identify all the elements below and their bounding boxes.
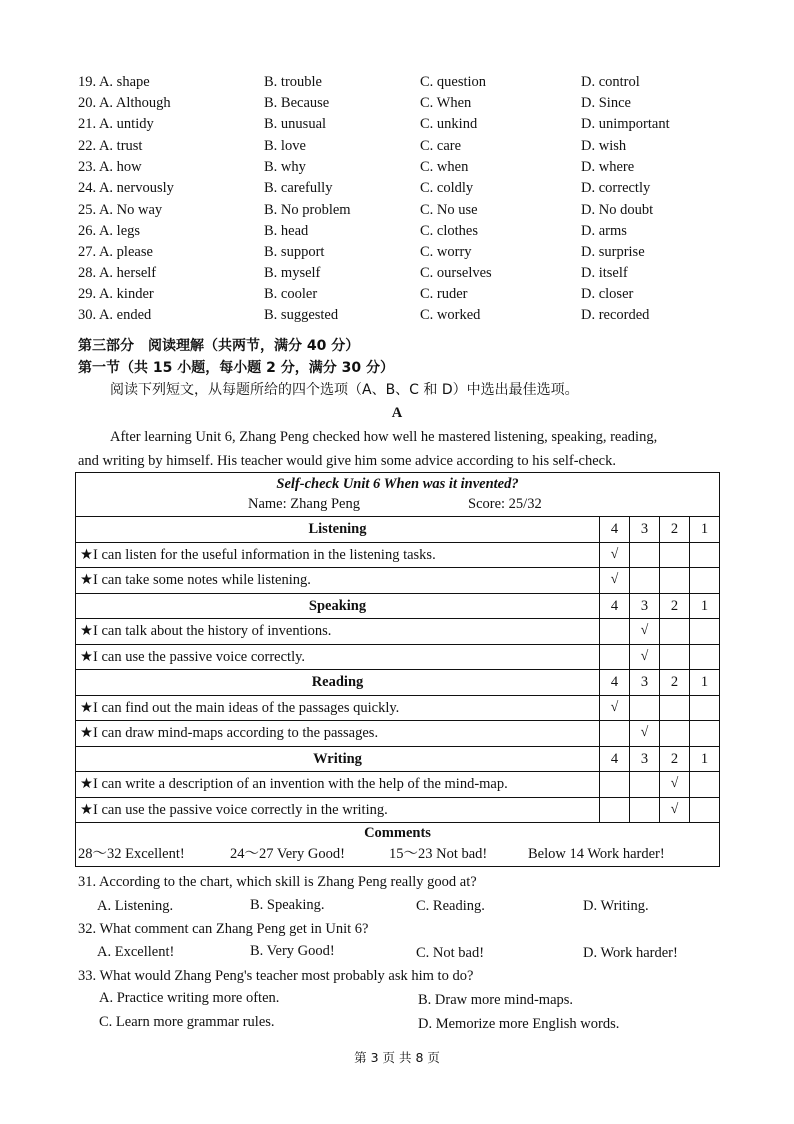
option-d: D. closer xyxy=(581,286,634,302)
scale-1: 1 xyxy=(690,593,720,619)
item-text: ★I can take some notes while listening. xyxy=(76,568,600,594)
check-cell xyxy=(690,772,720,798)
question-31-option-b: B. Speaking. xyxy=(250,897,325,913)
option-b: B. carefully xyxy=(264,180,333,196)
option-b: B. cooler xyxy=(264,286,318,302)
question-number: 23. xyxy=(78,159,97,175)
option-a: A. untidy xyxy=(98,116,154,132)
scale-4: 4 xyxy=(600,746,630,772)
item-row xyxy=(76,695,720,721)
section-row-speaking xyxy=(76,593,720,619)
option-c: C. No use xyxy=(420,202,478,218)
option-a: A. trust xyxy=(98,138,143,154)
question-number: 25. xyxy=(78,202,97,218)
question-32-option-b: B. Very Good! xyxy=(250,943,335,959)
option-c: C. ourselves xyxy=(420,265,492,281)
intro-line-2: and writing by himself. His teacher would give him some advice according to his self-check. xyxy=(78,453,616,469)
option-a: A. ended xyxy=(98,307,152,323)
check-cell xyxy=(690,542,720,568)
item-text: ★I can talk about the history of inventions. xyxy=(76,619,600,645)
check-cell xyxy=(630,797,660,823)
check-cell xyxy=(690,797,720,823)
scale-1: 1 xyxy=(690,746,720,772)
check-cell xyxy=(660,619,690,645)
check-cell xyxy=(660,721,690,747)
scale-2: 2 xyxy=(660,670,690,696)
question-number: 19. xyxy=(78,74,97,90)
check-cell xyxy=(660,695,690,721)
option-a: A. No way xyxy=(98,202,163,218)
question-number: 24. xyxy=(78,180,97,196)
scale-3: 3 xyxy=(630,746,660,772)
check-cell xyxy=(630,695,660,721)
option-d: D. surprise xyxy=(581,244,645,260)
section-name: Writing xyxy=(76,746,600,772)
question-number: 29. xyxy=(78,286,97,302)
check-cell xyxy=(600,797,630,823)
check-cell xyxy=(690,568,720,594)
section1-heading: 第一节（共 15 小题，每小题 2 分，满分 30 分） xyxy=(78,360,394,376)
option-d: D. No doubt xyxy=(581,202,654,218)
item-text: ★I can draw mind-maps according to the passages. xyxy=(76,721,600,747)
option-c: C. clothes xyxy=(420,223,478,239)
comment-excellent: 28～32 Excellent! xyxy=(78,846,185,862)
option-d: D. where xyxy=(581,159,635,175)
comments-row xyxy=(76,823,720,867)
check-cell xyxy=(690,644,720,670)
question-number: 21. xyxy=(78,116,97,132)
option-c: C. coldly xyxy=(420,180,474,196)
question-31-option-c: C. Reading. xyxy=(416,898,485,914)
score: Score: 25/32 xyxy=(468,496,542,512)
option-b: B. Because xyxy=(264,95,330,111)
self-check-table xyxy=(75,472,720,867)
option-d: D. correctly xyxy=(581,180,651,196)
option-d: D. control xyxy=(581,74,640,90)
scale-2: 2 xyxy=(660,593,690,619)
question-number: 27. xyxy=(78,244,97,260)
question-32-option-a: A. Excellent! xyxy=(97,944,175,960)
section-name: Speaking xyxy=(76,593,600,619)
option-b: B. trouble xyxy=(264,74,322,90)
check-cell: √ xyxy=(600,695,630,721)
scale-2: 2 xyxy=(660,746,690,772)
table-header-row xyxy=(76,473,720,517)
passage-label: A xyxy=(391,405,403,421)
option-a: A. legs xyxy=(98,223,141,239)
item-row xyxy=(76,568,720,594)
option-b: B. why xyxy=(264,159,306,175)
question-31-stem: 31. According to the chart, which skill is Zhang Peng really good at? xyxy=(78,874,477,890)
item-row xyxy=(76,644,720,670)
check-cell xyxy=(600,721,630,747)
scale-4: 4 xyxy=(600,593,630,619)
option-d: D. arms xyxy=(581,223,627,239)
option-b: B. myself xyxy=(264,265,321,281)
item-text: ★I can listen for the useful information in the listening tasks. xyxy=(76,542,600,568)
item-text: ★I can use the passive voice correctly. xyxy=(76,644,600,670)
question-number: 22. xyxy=(78,138,97,154)
question-33-option-a: A. Practice writing more often. xyxy=(99,990,280,1006)
instruction: 阅读下列短文，从每题所给的四个选项（A、B、C 和 D）中选出最佳选项。 xyxy=(110,382,579,398)
question-number: 26. xyxy=(78,223,97,239)
option-d: D. wish xyxy=(581,138,627,154)
check-cell: √ xyxy=(660,772,690,798)
option-a: A. nervously xyxy=(98,180,174,196)
check-cell xyxy=(690,619,720,645)
comment-not-bad: 15～23 Not bad! xyxy=(389,846,488,862)
option-d: D. Since xyxy=(581,95,631,111)
option-b: B. love xyxy=(264,138,306,154)
option-b: B. suggested xyxy=(264,307,339,323)
section-name: Reading xyxy=(76,670,600,696)
question-33-option-b: B. Draw more mind-maps. xyxy=(418,992,574,1008)
check-cell xyxy=(690,721,720,747)
question-32-option-c: C. Not bad! xyxy=(416,945,485,961)
check-cell: √ xyxy=(630,619,660,645)
section-row-listening xyxy=(76,517,720,543)
question-33-option-c: C. Learn more grammar rules. xyxy=(99,1014,275,1030)
part3-heading: 第三部分 阅读理解（共两节，满分 40 分） xyxy=(78,338,360,354)
option-a: A. please xyxy=(98,244,153,260)
question-33-option-d: D. Memorize more English words. xyxy=(418,1016,620,1032)
section-row-writing xyxy=(76,746,720,772)
option-b: B. unusual xyxy=(264,116,327,132)
check-cell xyxy=(690,695,720,721)
option-b: B. support xyxy=(264,244,325,260)
check-cell: √ xyxy=(600,542,630,568)
scale-3: 3 xyxy=(630,593,660,619)
question-number: 20. xyxy=(78,95,97,111)
option-c: C. when xyxy=(420,159,469,175)
check-cell xyxy=(600,619,630,645)
check-cell: √ xyxy=(630,644,660,670)
question-31-option-a: A. Listening. xyxy=(97,898,174,914)
section-name: Listening xyxy=(76,517,600,543)
table-title: Self-check Unit 6 When was it invented? xyxy=(276,476,519,492)
comment-very-good: 24～27 Very Good! xyxy=(230,846,345,862)
option-c: C. worked xyxy=(420,307,481,323)
item-row xyxy=(76,542,720,568)
check-cell: √ xyxy=(660,797,690,823)
check-cell: √ xyxy=(630,721,660,747)
check-cell xyxy=(660,644,690,670)
comments-title: Comments xyxy=(364,825,431,841)
option-b: B. head xyxy=(264,223,309,239)
question-33-stem: 33. What would Zhang Peng's teacher most probably ask him to do? xyxy=(78,968,474,984)
question-number: 30. xyxy=(78,307,97,323)
option-c: C. unkind xyxy=(420,116,478,132)
question-32-stem: 32. What comment can Zhang Peng get in Unit 6? xyxy=(78,921,369,937)
option-d: D. itself xyxy=(581,265,628,281)
option-a: A. kinder xyxy=(98,286,154,302)
student-name: Name: Zhang Peng xyxy=(248,496,360,512)
option-a: A. Although xyxy=(98,95,171,111)
item-row xyxy=(76,721,720,747)
option-b: B. No problem xyxy=(264,202,351,218)
item-text: ★I can find out the main ideas of the passages quickly. xyxy=(76,695,600,721)
option-a: A. how xyxy=(98,159,142,175)
question-31-option-d: D. Writing. xyxy=(583,898,649,914)
question-number: 28. xyxy=(78,265,97,281)
check-cell xyxy=(630,568,660,594)
check-cell xyxy=(630,542,660,568)
item-row xyxy=(76,619,720,645)
option-c: C. care xyxy=(420,138,462,154)
comment-work-harder: Below 14 Work harder! xyxy=(528,846,665,862)
option-a: A. shape xyxy=(98,74,150,90)
item-row xyxy=(76,772,720,798)
page-footer: 第 3 页 共 8 页 xyxy=(354,1050,440,1065)
option-c: C. When xyxy=(420,95,472,111)
check-cell xyxy=(630,772,660,798)
scale-2: 2 xyxy=(660,517,690,543)
check-cell xyxy=(660,568,690,594)
item-row xyxy=(76,797,720,823)
option-c: C. worry xyxy=(420,244,472,260)
scale-4: 4 xyxy=(600,670,630,696)
check-cell xyxy=(600,772,630,798)
option-c: C. ruder xyxy=(420,286,468,302)
option-c: C. question xyxy=(420,74,487,90)
intro-line-1: After learning Unit 6, Zhang Peng checked how well he mastered listening, speaking, reading, xyxy=(110,429,658,445)
item-text: ★I can use the passive voice correctly in the writing. xyxy=(76,797,600,823)
option-d: D. recorded xyxy=(581,307,650,323)
option-a: A. herself xyxy=(98,265,157,281)
scale-4: 4 xyxy=(600,517,630,543)
check-cell: √ xyxy=(600,568,630,594)
item-text: ★I can write a description of an invention with the help of the mind-map. xyxy=(76,772,600,798)
scale-3: 3 xyxy=(630,670,660,696)
check-cell xyxy=(660,542,690,568)
check-cell xyxy=(600,644,630,670)
option-d: D. unimportant xyxy=(581,116,670,132)
section-row-reading xyxy=(76,670,720,696)
scale-1: 1 xyxy=(690,670,720,696)
scale-3: 3 xyxy=(630,517,660,543)
question-32-option-d: D. Work harder! xyxy=(583,945,678,961)
scale-1: 1 xyxy=(690,517,720,543)
